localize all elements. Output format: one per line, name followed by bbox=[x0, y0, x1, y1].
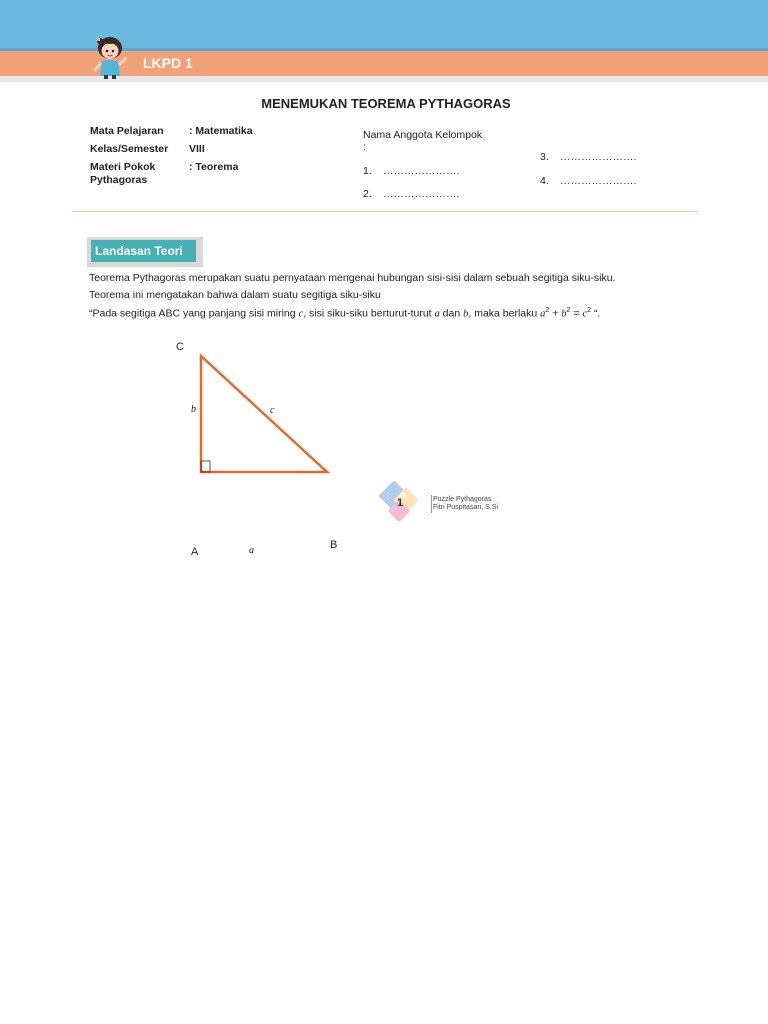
divider bbox=[72, 211, 698, 212]
mascot-girl-icon bbox=[92, 32, 128, 80]
side-b-label: b bbox=[191, 404, 196, 415]
body-line-3-part-c: dan bbox=[439, 307, 464, 320]
group-colon: : bbox=[363, 141, 366, 153]
puzzle-logo-icon bbox=[375, 477, 435, 531]
formula-a: a bbox=[540, 308, 546, 320]
section-heading: Landasan Teori bbox=[91, 240, 196, 262]
puzzle-number: 1 bbox=[397, 497, 404, 509]
var-a: a bbox=[434, 308, 440, 320]
var-c: c bbox=[298, 308, 304, 320]
member-4-field[interactable]: …………………. bbox=[560, 175, 637, 187]
body-line-2: Teorema ini mengatakan bahwa dalam suatu segitiga siku-siku bbox=[89, 289, 381, 301]
right-angle-mark bbox=[201, 461, 210, 472]
triangle-diagram bbox=[170, 335, 370, 560]
body-line-3-end: “. bbox=[591, 307, 601, 320]
member-1-field[interactable]: …………………. bbox=[383, 165, 460, 177]
logo-line-2: Fitri Puspitasari, S.Si bbox=[433, 504, 498, 511]
materi-pokok-value: : Teorema bbox=[189, 161, 239, 173]
vertex-a-label: A bbox=[191, 546, 199, 558]
kelas-semester-value: VIII bbox=[189, 143, 205, 155]
member-2-number: 2. bbox=[363, 188, 372, 200]
materi-pokok-label: Materi Pokok bbox=[90, 161, 156, 173]
body-line-3-part-b: , sisi siku-siku berturut-turut bbox=[303, 307, 435, 320]
body-line-3-part-a: “Pada segitiga ABC yang panjang sisi miring bbox=[89, 307, 299, 320]
logo-line-1: Puzzle Pythagoras bbox=[433, 496, 492, 503]
formula-exp-b: 2 bbox=[566, 307, 571, 314]
member-3-field[interactable]: …………………. bbox=[560, 151, 637, 163]
formula-b: b bbox=[561, 308, 567, 320]
member-1-number: 1. bbox=[363, 165, 372, 177]
logo-divider bbox=[431, 495, 432, 513]
member-3-number: 3. bbox=[540, 151, 549, 163]
mata-pelajaran-value: : Matematika bbox=[189, 125, 253, 137]
vertex-c-label: C bbox=[176, 341, 184, 353]
body-line-1: Teorema Pythagoras merupakan suatu pernyataan mengenai hubungan sisi-sisi dalam sebuah segitiga siku-siku. bbox=[89, 272, 616, 284]
group-label: Nama Anggota Kelompok bbox=[363, 129, 483, 141]
lkpd-badge: LKPD 1 bbox=[143, 55, 193, 71]
side-a-label: a bbox=[249, 545, 254, 556]
formula-exp-a: 2 bbox=[545, 307, 550, 314]
materi-pokok-label-2: Pythagoras bbox=[90, 174, 148, 186]
member-4-number: 4. bbox=[540, 175, 549, 187]
body-line-3-part-d: , maka berlaku bbox=[468, 307, 541, 320]
kelas-semester-label: Kelas/Semester bbox=[90, 143, 169, 155]
triangle-abc bbox=[201, 356, 327, 472]
body-line-3 bbox=[89, 307, 600, 320]
vertex-b-label: B bbox=[330, 539, 338, 551]
mata-pelajaran-label: Mata Pelajaran bbox=[90, 125, 164, 137]
formula-c: c bbox=[582, 308, 588, 320]
formula-equals: = bbox=[570, 307, 583, 320]
formula-exp-c: 2 bbox=[587, 307, 591, 314]
member-2-field[interactable]: …………………. bbox=[383, 188, 460, 200]
page-title: MENEMUKAN TEOREMA PYTHAGORAS bbox=[261, 96, 511, 111]
formula-plus: + bbox=[549, 307, 562, 320]
var-b: b bbox=[463, 308, 469, 320]
side-c-label: c bbox=[270, 405, 275, 416]
